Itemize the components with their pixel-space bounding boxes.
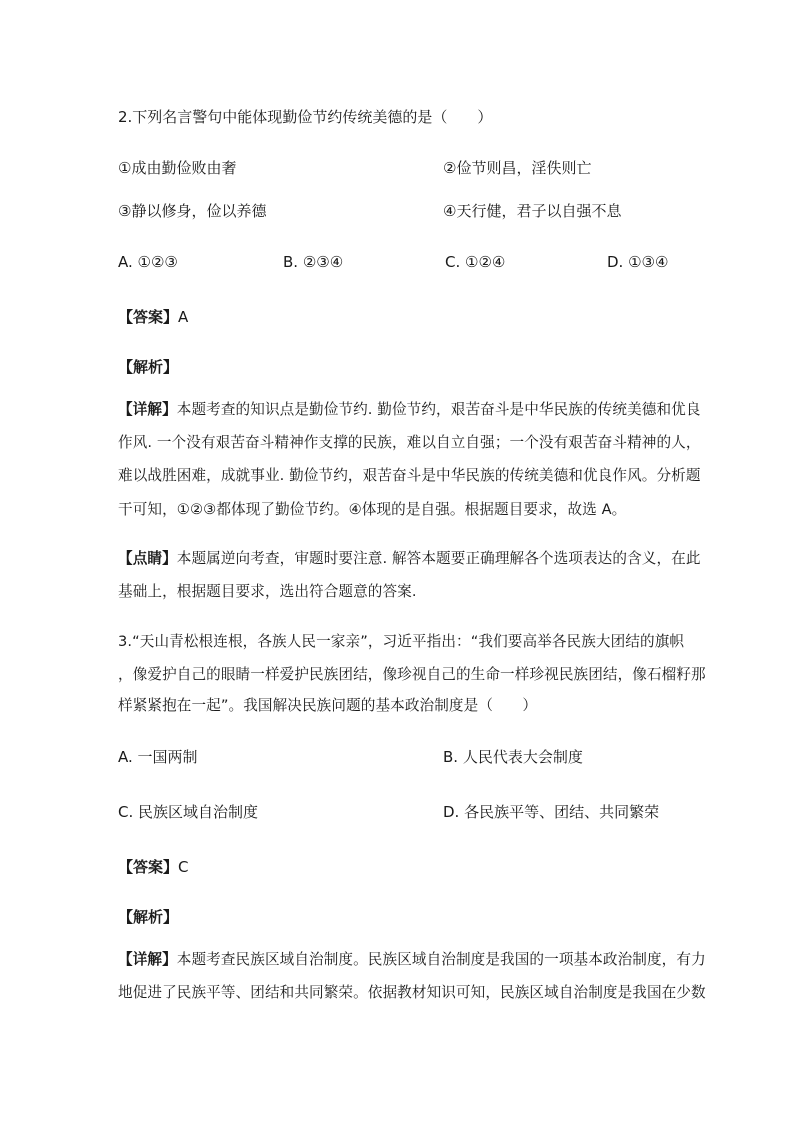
q2-analysis-label: 【解析】 [118, 358, 179, 376]
q2-detail-text-1: 本题考查的知识点是勤俭节约. 勤俭节约，艰苦奋斗是中华民族的传统美德和优良 [176, 401, 701, 418]
q3-detail-line-2: 地促进了民族平等、团结和共同繁荣。依据教材知识可知，民族区域自治制度是我国在少数 [118, 984, 706, 1001]
q3-answer [118, 857, 189, 877]
q2-choice-a: A. ①②③ [118, 253, 178, 271]
q3-detail-label: 【详解】 [118, 951, 177, 968]
q2-detail-label: 【详解】 [118, 401, 177, 418]
question-3-stem-line-1: 3.“天山青松根连根，各族人民一家亲”，习近平指出：“我们要高举各民族大团结的旗帜 [118, 633, 685, 650]
q2-detail-line-2: 作风. 一个没有艰苦奋斗精神作支撑的民族，难以自立自强；一个没有艰苦奋斗精神的人， [118, 434, 701, 451]
question-3-stem-line-2: ，像爱护自己的眼睛一样爱护民族团结，像珍视自己的生命一样珍视民族团结，像石榴籽那 [118, 666, 706, 683]
q3-choice-b: B. 人民代表大会制度 [443, 748, 583, 766]
q3-choice-d: D. 各民族平等、团结、共同繁荣 [443, 803, 660, 821]
q2-detail-line-4: 干可知，①②③都体现了勤俭节约。④体现的是自强。根据题目要求，故选 A。 [118, 501, 627, 518]
question-3-stem-line-3: 样紧紧抱在一起”。我国解决民族问题的基本政治制度是（ ） [118, 697, 538, 714]
q2-answer [118, 307, 188, 327]
q2-choice-b: B. ②③④ [283, 253, 344, 271]
q3-answer-value: C [178, 858, 189, 876]
q3-choice-a: A. 一国两制 [118, 748, 198, 766]
q2-answer-label: 【答案】 [118, 308, 179, 326]
question-2-stem: 2.下列名言警句中能体现勤俭节约传统美德的是（ ） [118, 108, 493, 126]
q3-detail-text-1: 本题考查民族区域自治制度。民族区域自治制度是我国的一项基本政治制度，有力 [176, 951, 706, 968]
q3-answer-label: 【答案】 [118, 858, 179, 876]
q2-statement-3: ③静以修身，俭以养德 [118, 202, 267, 220]
q2-answer-value: A [178, 308, 189, 326]
q3-analysis-heading [118, 907, 178, 927]
q3-choice-c: C. 民族区域自治制度 [118, 803, 259, 821]
q2-comment-text-1: 本题属逆向考查，审题时要注意. 解答本题要正确理解各个选项表达的含义，在此 [176, 550, 701, 567]
q3-detail-line-1 [118, 950, 706, 970]
q2-choice-c: C. ①②④ [445, 253, 506, 271]
q2-comment-line-1 [118, 549, 701, 569]
q3-analysis-label: 【解析】 [118, 908, 179, 926]
q2-analysis-heading [118, 357, 178, 377]
q2-comment-label: 【点睛】 [118, 550, 177, 567]
q2-statement-1: ①成由勤俭败由奢 [118, 159, 237, 177]
q2-comment-line-2: 基础上，根据题目要求，选出符合题意的答案. [118, 583, 417, 600]
q2-choice-d: D. ①③④ [607, 253, 669, 271]
q2-statement-2: ②俭节则昌，淫佚则亡 [443, 159, 592, 177]
q2-detail-line-1 [118, 400, 701, 420]
q2-detail-line-3: 难以战胜困难，成就事业. 勤俭节约，艰苦奋斗是中华民族的传统美德和优良作风。分析题 [118, 467, 701, 484]
q2-statement-4: ④天行健，君子以自强不息 [443, 202, 622, 220]
